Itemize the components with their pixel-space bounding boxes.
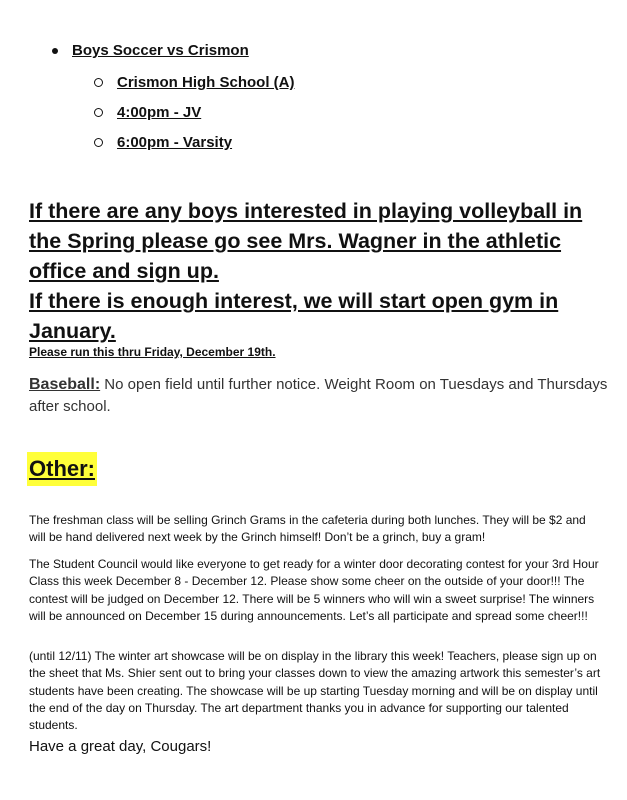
volleyball-announcement xyxy=(29,196,619,346)
door-contest-paragraph xyxy=(29,556,604,625)
bullet-dot-icon xyxy=(52,48,58,54)
art-showcase-text: (until 12/11) The winter art showcase will be on display in the library this week! Teachers, please sign up on the sheet that Ms. Shier sent out to bring your classes down to view the amazing artwork this semester’s art students have been creating. The showcase will be up starting Tuesday morning and will be on display until the end of the day on Thursday. The art department thanks you in advance for supporting our talented students. xyxy=(29,649,601,733)
volleyball-line-1: If there are any boys interested in playing volleyball in the Spring please go see Mrs. Wagner in the athletic office and sign up. xyxy=(29,199,583,283)
circle-bullet-icon xyxy=(94,138,103,147)
soccer-varsity-item xyxy=(94,134,232,151)
grinch-gram-text: The freshman class will be selling Grinch Grams in the cafeteria during both lunches. They will be $2 and will be hand delivered next week by the Grinch himself! Don’t be a grinch, buy a gram! xyxy=(29,513,586,545)
soccer-location: Crismon High School (A) xyxy=(117,74,295,91)
grinch-gram-paragraph xyxy=(29,512,604,547)
circle-bullet-icon xyxy=(94,108,103,117)
volleyball-run-note: Please run this thru Friday, December 19th. xyxy=(29,345,276,359)
baseball-announcement xyxy=(29,374,619,418)
closing-line: Have a great day, Cougars! xyxy=(29,738,212,755)
soccer-bullet xyxy=(52,42,249,59)
art-showcase-paragraph xyxy=(29,648,604,734)
baseball-text: No open field until further notice. Weight Room on Tuesdays and Thursdays after school. xyxy=(29,376,608,415)
soccer-jv-time: 4:00pm - JV xyxy=(117,104,202,121)
baseball-label: Baseball: xyxy=(29,376,101,393)
volleyball-line-2: If there is enough interest, we will start open gym in January. xyxy=(29,289,559,343)
circle-bullet-icon xyxy=(94,78,103,87)
door-contest-text: The Student Council would like everyone to get ready for a winter door decorating contest for your 3rd Hour Class this week December 8 - December 12. Please show some cheer on the outside of your door!!! The contest will be judged on December 12. There will be 5 winners who will win a sweet surprise! The winners will be announced on December 15 during announcements. Let’s all participate and spread some cheer!!! xyxy=(29,557,599,623)
soccer-varsity-time: 6:00pm - Varsity xyxy=(117,134,233,151)
soccer-title: Boys Soccer vs Crismon xyxy=(72,42,249,59)
soccer-location-item xyxy=(94,74,295,91)
other-heading: Other: xyxy=(27,452,97,486)
soccer-jv-item xyxy=(94,104,201,121)
